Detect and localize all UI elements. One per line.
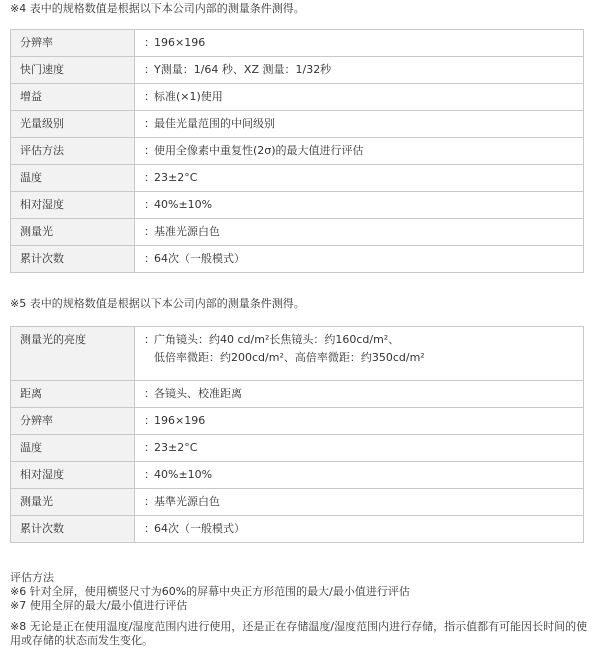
colon: ：: [144, 36, 155, 50]
colon: ：: [144, 171, 155, 185]
table-row: [11, 381, 584, 408]
footer-notes: [10, 571, 590, 648]
row-key: 分辨率: [11, 408, 135, 435]
row-value: [135, 246, 584, 273]
row-key: 测量光: [11, 219, 135, 246]
value-text: 使用全像素中重复性(2σ)的最大值进行评估: [154, 144, 364, 158]
row-key: 相对湿度: [11, 462, 135, 489]
colon: ：: [144, 333, 155, 346]
row-key: 温度: [11, 435, 135, 462]
row-value: [135, 192, 584, 219]
row-key: 累计次数: [11, 246, 135, 273]
value-text: 64次（一般模式）: [154, 522, 245, 536]
row-key: 快门速度: [11, 57, 135, 84]
row-key: 相对湿度: [11, 192, 135, 219]
row-value: [135, 111, 584, 138]
colon: ：: [144, 252, 155, 266]
table-row: [11, 219, 584, 246]
footer-title: 评估方法: [10, 571, 54, 584]
colon: ：: [144, 198, 155, 212]
colon: ：: [144, 522, 155, 536]
table-row: [11, 84, 584, 111]
value-text: Y测量：1/64 秒、XZ 测量：1/32秒: [154, 63, 332, 77]
note-8: ※8 无论是正在使用温度/湿度范围内进行使用，还是正在存储温度/湿度范围内进行存储，指示值都有可能因长时间的使用或存储的状态而发生变化。: [10, 620, 588, 647]
colon: ：: [144, 441, 155, 455]
note-7: ※7 使用全屏的最大/最小值进行评估: [10, 598, 188, 612]
row-value: [135, 381, 584, 408]
table-row: [11, 489, 584, 516]
value-text: 标准(×1)使用: [154, 90, 223, 104]
colon: ：: [144, 117, 155, 131]
row-value: [135, 462, 584, 489]
table-row: [11, 165, 584, 192]
row-key: 增益: [11, 84, 135, 111]
value-text: 各镜头、校准距离: [154, 387, 242, 401]
row-value: [135, 138, 584, 165]
table-row: [11, 435, 584, 462]
row-key: 距离: [11, 381, 135, 408]
value-text: 64次（一般模式）: [154, 252, 245, 266]
row-key: 温度: [11, 165, 135, 192]
table-row: [11, 516, 584, 543]
colon: ：: [144, 495, 155, 509]
value-text: 23±2°C: [154, 171, 198, 185]
colon: ：: [144, 144, 155, 158]
value-text: 基准光源白色: [154, 225, 220, 239]
colon: ：: [144, 90, 155, 104]
brightness-line-1: 广角镜头：约40 cd/m²长焦镜头：约160cd/m²、: [154, 333, 400, 346]
table-row: [11, 111, 584, 138]
table-row: [11, 462, 584, 489]
value-text: 基準光源白色: [154, 495, 220, 509]
value-text: 40%±10%: [154, 468, 213, 482]
note-6: ※6 针对全屏，使用横竖尺寸为60%的屏幕中央正方形范围的最大/最小值进行评估: [10, 584, 410, 598]
colon: ：: [144, 414, 155, 428]
row-key: 评估方法: [11, 138, 135, 165]
row-key: 测量光的亮度: [11, 327, 135, 381]
row-value: [135, 165, 584, 192]
note-4: ※4 表中的规格数值是根据以下本公司内部的测量条件测得。: [10, 2, 305, 15]
row-value: [135, 84, 584, 111]
note-5: ※5 表中的规格数值是根据以下本公司内部的测量条件测得。: [10, 297, 305, 310]
table-row: [11, 408, 584, 435]
value-text: 196×196: [154, 414, 206, 428]
brightness-line-2: 低倍率微距：约200cd/m²、高倍率微距：约350cd/m²: [154, 350, 425, 364]
row-value: [135, 408, 584, 435]
colon: ：: [144, 468, 155, 482]
table-row: [11, 57, 584, 84]
colon: ：: [144, 387, 155, 401]
value-text: 40%±10%: [154, 198, 213, 212]
row-value: [135, 219, 584, 246]
table-row: [11, 327, 584, 381]
spec-table-1: [10, 29, 584, 273]
row-key: 分辨率: [11, 30, 135, 57]
table-row: [11, 138, 584, 165]
value-text: 23±2°C: [154, 441, 198, 455]
colon: ：: [144, 225, 155, 239]
colon: ：: [144, 63, 155, 77]
row-value: [135, 57, 584, 84]
row-value: [135, 435, 584, 462]
row-value: [135, 516, 584, 543]
value-text: 196×196: [154, 36, 206, 50]
row-key: 测量光: [11, 489, 135, 516]
table-row: [11, 30, 584, 57]
table-row: [11, 246, 584, 273]
row-key: 累计次数: [11, 516, 135, 543]
row-value: [135, 489, 584, 516]
row-value: [135, 327, 584, 381]
table-row: [11, 192, 584, 219]
value-text: 最佳光量范围的中间级别: [154, 117, 275, 131]
spec-table-2: [10, 326, 584, 543]
row-value: [135, 30, 584, 57]
row-key: 光量级别: [11, 111, 135, 138]
